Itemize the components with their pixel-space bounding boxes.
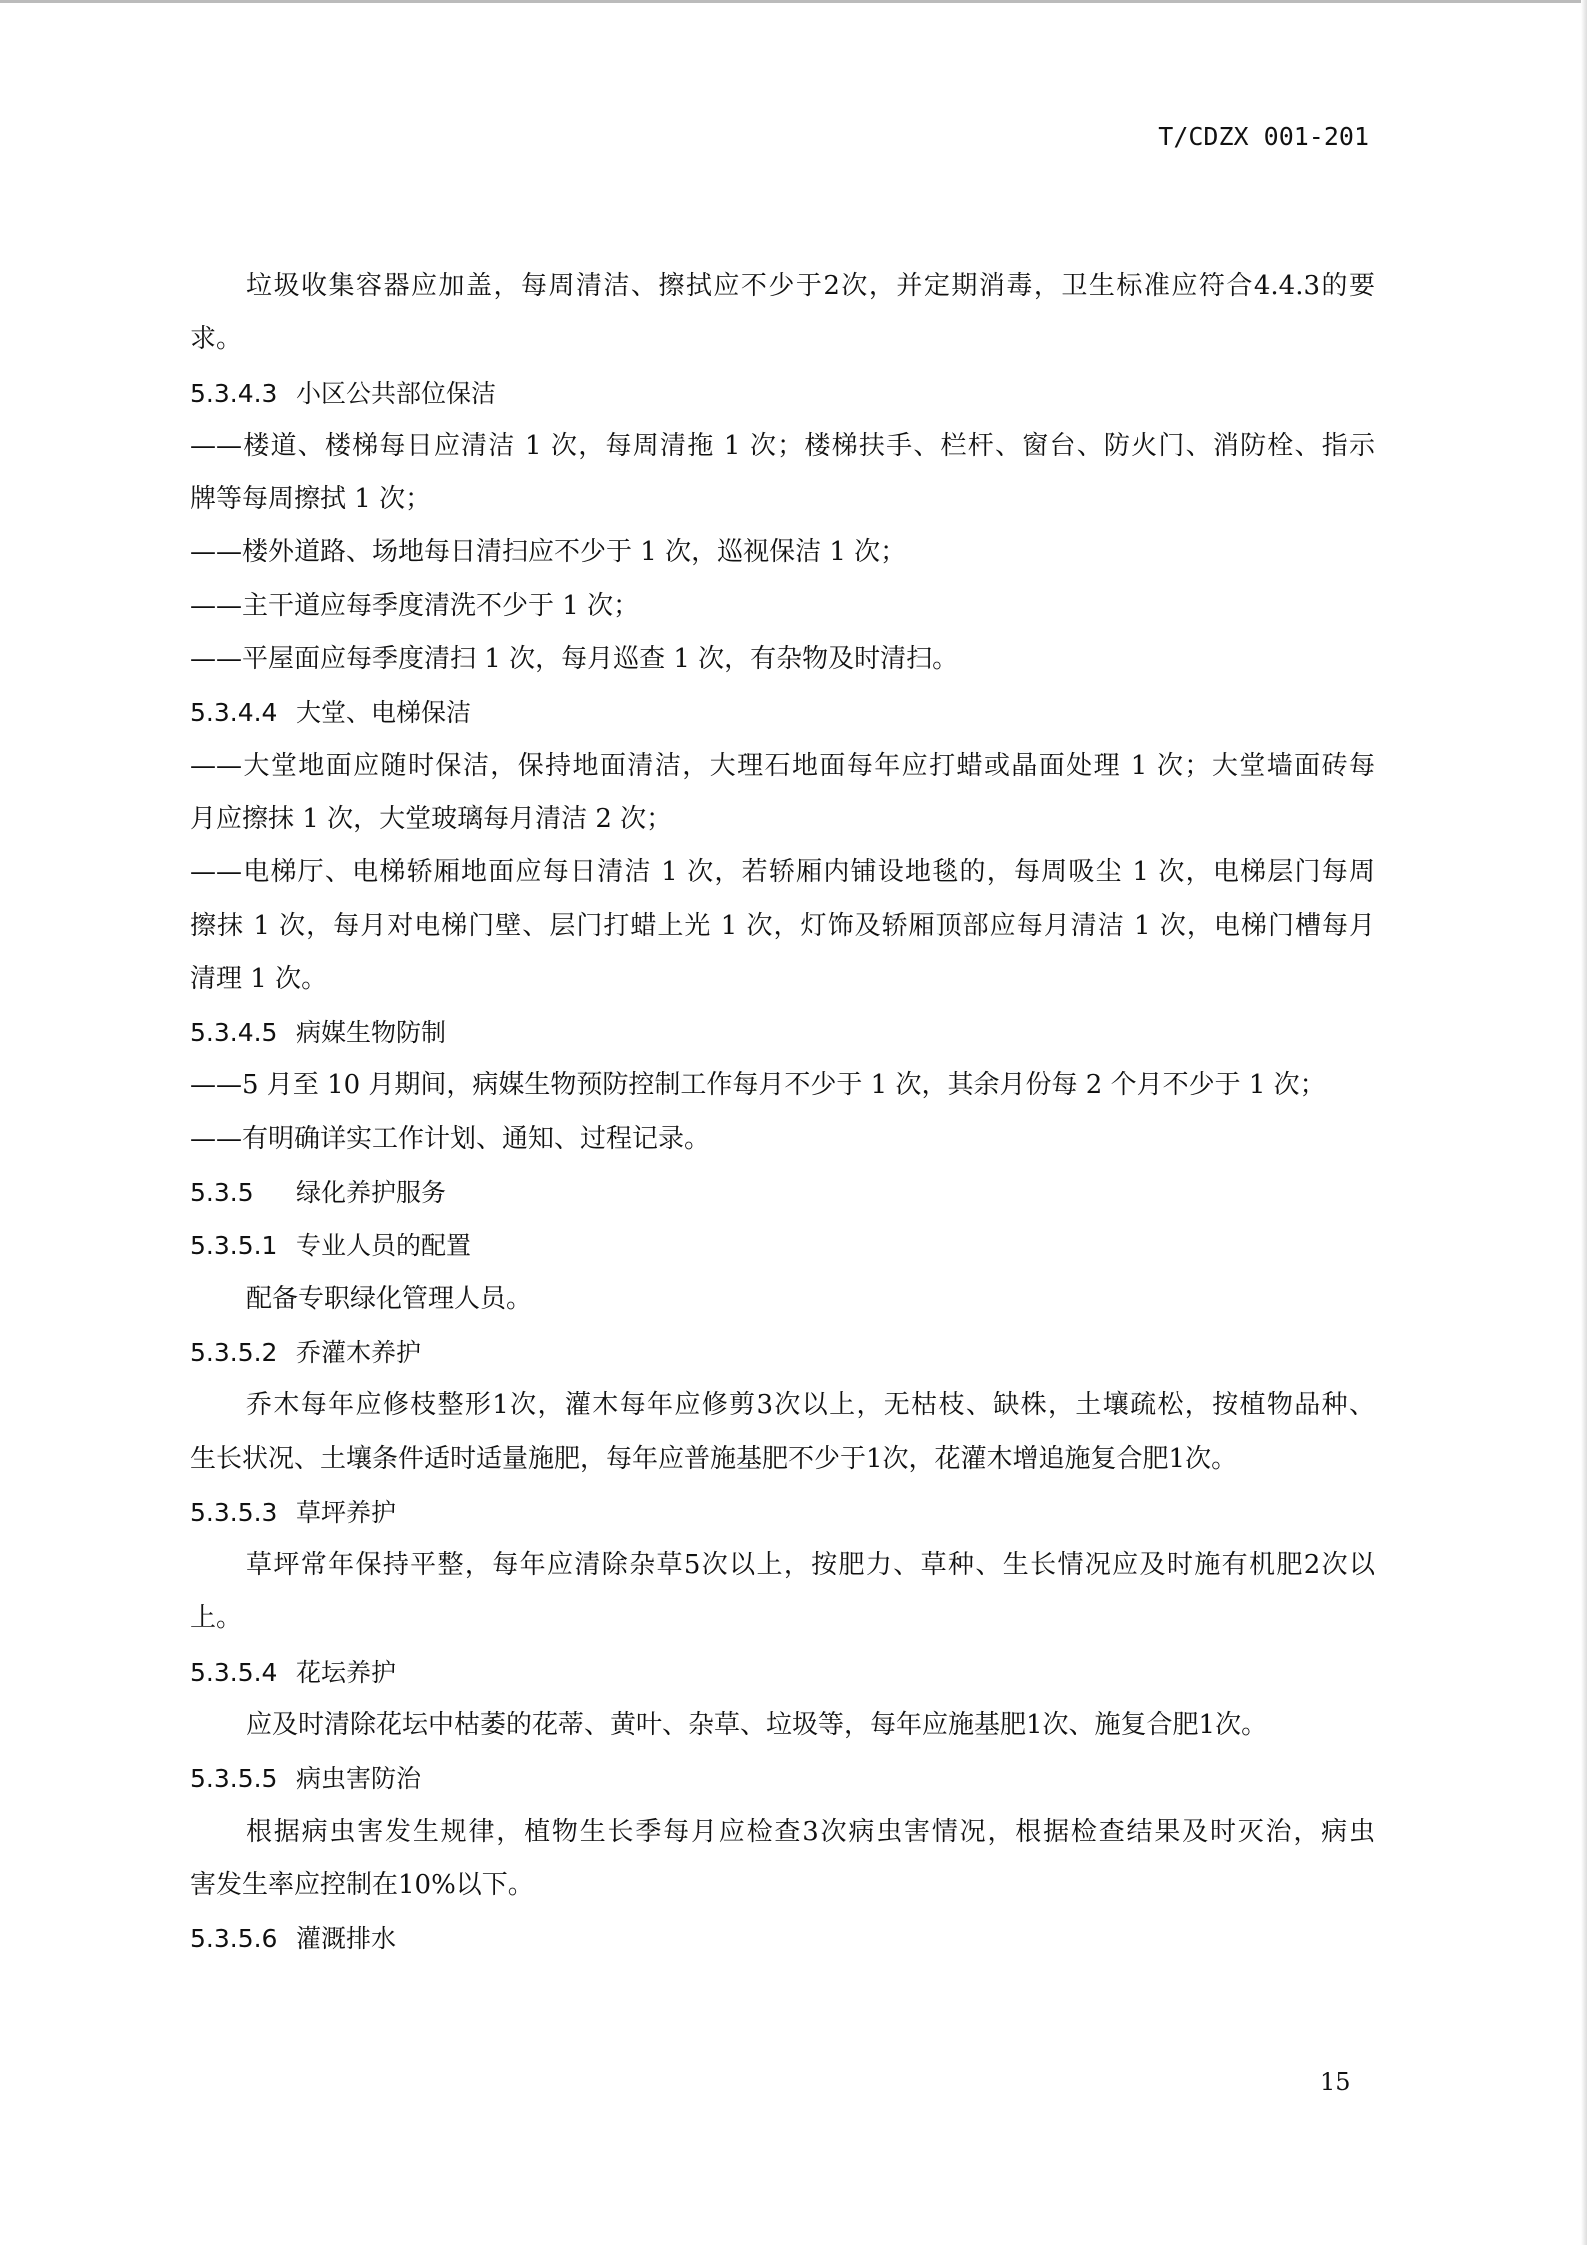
section-title: 草坪养护 [296,1497,397,1527]
scan-edge [0,0,1587,3]
text-line: 上。 [190,1603,243,1634]
section-heading [190,1912,1375,1965]
section-number: 5.3.5.3 [190,1497,278,1527]
text-line: ——5 月至 10 月期间，病媒生物预防控制工作每月不少于 1 次，其余月份每 2 个月不少于 1 次； [190,1070,1326,1101]
text-line: 配备专职绿化管理人员。 [246,1283,533,1314]
section-title: 灌溉排水 [296,1924,397,1954]
section-number: 5.3.4.4 [190,698,278,728]
text-line: ——楼道、楼梯每日应清洁 1 次，每周清拖 1 次；楼梯扶手、栏杆、窗台、防火门、消防栓、指示 [190,430,1375,461]
page-number: 15 [1320,2068,1351,2096]
section-title: 病媒生物防制 [296,1018,447,1048]
text-line: 根据病虫害发生规律，植物生长季每月应检查3次病虫害情况，根据检查结果及时灭治，病虫 [246,1816,1375,1847]
section-title: 花坛养护 [296,1657,397,1687]
text-line: 乔木每年应修枝整形1次，灌木每年应修剪3次以上，无枯枝、缺株，土壤疏松，按植物品种、 [246,1390,1375,1421]
section-number: 5.3.5.6 [190,1924,278,1954]
section-title: 病虫害防治 [296,1764,422,1794]
text-line: 应及时清除花坛中枯萎的花蒂、黄叶、杂草、垃圾等，每年应施基肥1次、施复合肥1次。 [246,1710,1268,1741]
text-line: 生长状况、土壤条件适时适量施肥，每年应普施基肥不少于1次，花灌木增追施复合肥1次。 [190,1443,1238,1474]
section-title: 乔灌木养护 [296,1337,422,1367]
section-number: 5.3.5.2 [190,1337,278,1367]
section-heading [190,1166,1375,1219]
section-heading [190,1486,1375,1539]
section-title: 大堂、电梯保洁 [296,698,472,728]
text-line: 垃圾收集容器应加盖，每周清洁、擦拭应不少于2次，并定期消毒，卫生标准应符合4.4.3的要 [246,271,1375,301]
section-heading [190,1006,1375,1059]
section-number: 5.3.5.5 [190,1764,278,1794]
text-line: ——大堂地面应随时保洁，保持地面清洁，大理石地面每年应打蜡或晶面处理 1 次；大堂墙面砖每 [190,750,1375,781]
text-line: 草坪常年保持平整，每年应清除杂草5次以上，按肥力、草种、生长情况应及时施有机肥2次以 [246,1550,1375,1581]
text-line: 牌等每周擦拭 1 次； [190,484,432,515]
section-title: 小区公共部位保洁 [296,378,497,408]
text-line: 清理 1 次。 [190,963,328,994]
text-line: ——楼外道路、场地每日清扫应不少于 1 次，巡视保洁 1 次； [190,537,907,568]
text-line: 擦抹 1 次，每月对电梯门壁、层门打蜡上光 1 次，灯饰及轿厢顶部应每月清洁 1 次，电梯门槽每月 [190,910,1375,941]
document-body [190,260,1375,1966]
section-heading [190,686,1375,739]
section-heading [190,367,1375,420]
section-heading [190,1752,1375,1805]
section-heading [190,1219,1375,1272]
text-line: ——有明确详实工作计划、通知、过程记录。 [190,1123,711,1154]
section-number: 5.3.4.3 [190,378,278,408]
section-number: 5.3.5 [190,1178,254,1208]
text-line: ——主干道应每季度清洗不少于 1 次； [190,590,640,621]
section-heading [190,1326,1375,1379]
document-code: T/CDZX 001-201 [1158,122,1369,151]
scan-edge-right [1581,0,1587,2245]
text-line: ——电梯厅、电梯轿厢地面应每日清洁 1 次，若轿厢内铺设地毯的，每周吸尘 1 次，电梯层门每周 [190,857,1375,888]
text-line: ——平屋面应每季度清扫 1 次，每月巡查 1 次，有杂物及时清扫。 [190,644,959,675]
text-line: 月应擦抹 1 次，大堂玻璃每月清洁 2 次； [190,803,673,834]
section-title: 绿化养护服务 [296,1178,447,1208]
section-number: 5.3.4.5 [190,1018,278,1048]
section-heading [190,1646,1375,1699]
text-line: 求。 [190,324,243,355]
section-number: 5.3.5.4 [190,1657,278,1687]
section-title: 专业人员的配置 [296,1231,472,1261]
section-number: 5.3.5.1 [190,1231,278,1261]
text-line: 害发生率应控制在10%以下。 [190,1869,534,1900]
